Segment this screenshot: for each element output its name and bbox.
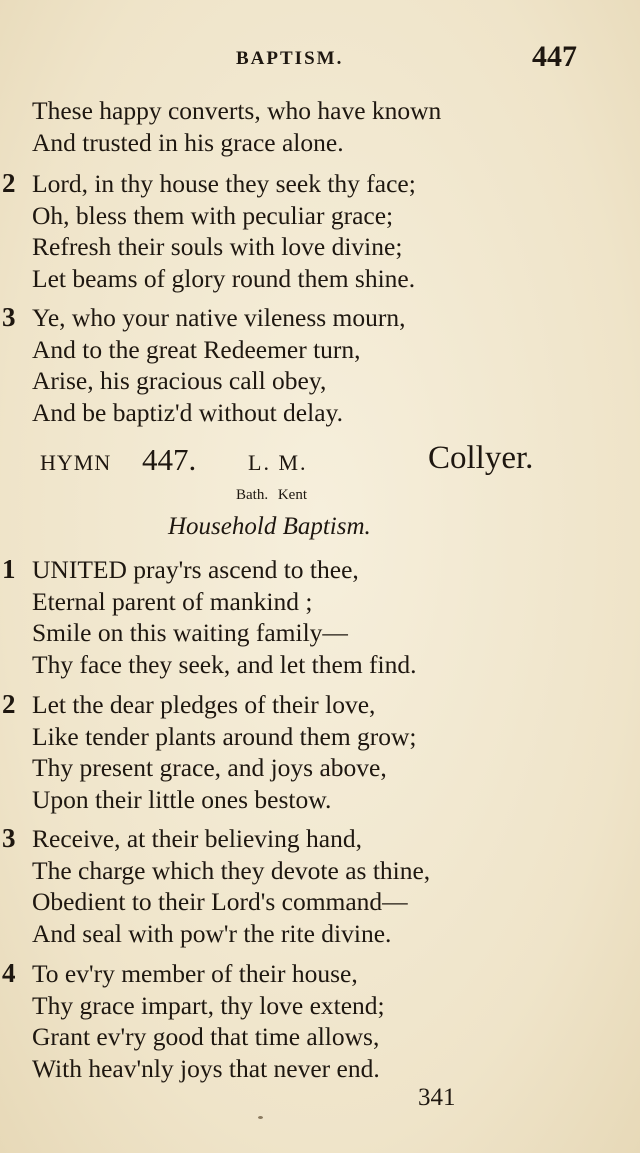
verse-number: 1	[2, 554, 16, 584]
verse-line	[0, 886, 640, 918]
verse-line-text: Upon their little ones bestow.	[32, 784, 332, 814]
verse-line-text: UNITED pray'rs ascend to thee,	[32, 555, 359, 584]
verse-line-text: Thy grace impart, thy love extend;	[32, 990, 385, 1020]
running-head	[0, 40, 640, 80]
hymn-title: Household Baptism.	[168, 513, 371, 540]
verse-line	[0, 617, 640, 649]
verse-line-text: Like tender plants around them grow;	[32, 721, 417, 751]
verse-line-text: Thy present grace, and joys above,	[32, 753, 387, 782]
verse-line	[0, 823, 640, 855]
verse-line	[0, 1021, 640, 1053]
verse-line-text: Thy face they seek, and let them find.	[32, 649, 417, 679]
verse-line-text: Eternal parent of mankind ;	[32, 586, 313, 616]
verse-line-text: Oh, bless them with peculiar grace;	[32, 200, 394, 230]
verse-line	[0, 231, 640, 263]
verse-line	[0, 95, 640, 127]
verse-line	[0, 1053, 640, 1085]
verse-line	[0, 721, 640, 753]
verse-line	[0, 649, 640, 681]
verse-line-text: And seal with pow'r the rite divine.	[32, 918, 392, 948]
hymn-verse-3	[0, 823, 640, 949]
verse-line	[0, 918, 640, 950]
verse-line	[0, 554, 640, 586]
verse-line	[0, 689, 640, 721]
hymn-author: Collyer.	[428, 440, 534, 476]
verse-line-text: Ye, who your native vileness mourn,	[32, 303, 406, 332]
hymn-heading	[0, 440, 640, 484]
verse-line	[0, 168, 640, 200]
verse-line-text: And be baptiz'd without delay.	[32, 397, 343, 427]
verse-line-text: The charge which they devote as thine,	[32, 855, 431, 885]
verse-number: 4	[2, 958, 16, 988]
verse-line-text: Refresh their souls with love divine;	[32, 232, 403, 261]
verse-line-text: Arise, his gracious call obey,	[32, 366, 327, 395]
hymn-verse-1	[0, 554, 640, 680]
verse-line-text: Let beams of glory round them shine.	[32, 263, 416, 293]
hymn-meter: L. M.	[248, 450, 308, 475]
verse-line-text: With heav'nly joys that never end.	[32, 1053, 380, 1083]
page-number: 447	[532, 40, 577, 73]
verse-line-text: Receive, at their believing hand,	[32, 824, 362, 853]
verse-line-text: Lord, in thy house they seek thy face;	[32, 169, 416, 198]
tune-names: Bath. Kent	[236, 487, 307, 503]
verse-line	[0, 334, 640, 366]
hymn-label: HYMN	[40, 450, 112, 475]
previous-verse-3	[0, 302, 640, 428]
verse-line	[0, 200, 640, 232]
verse-line	[0, 784, 640, 816]
verse-line-text: To ev'ry member of their house,	[32, 959, 358, 988]
verse-number: 3	[2, 823, 16, 853]
ink-speck	[258, 1116, 263, 1119]
verse-line-text: These happy converts, who have known	[32, 96, 442, 125]
verse-line-text: Smile on this waiting family—	[32, 618, 348, 647]
verse-line	[0, 127, 640, 159]
signature-mark: 341	[418, 1084, 456, 1111]
verse-line	[0, 586, 640, 618]
verse-line-text: Obedient to their Lord's command—	[32, 887, 408, 916]
verse-line-text: Grant ev'ry good that time allows,	[32, 1022, 380, 1051]
verse-line	[0, 397, 640, 429]
verse-line	[0, 855, 640, 887]
continued-verse	[0, 95, 640, 158]
verse-line-text: And to the great Redeemer turn,	[32, 334, 361, 364]
verse-line	[0, 302, 640, 334]
verse-line	[0, 752, 640, 784]
verse-line-text: Let the dear pledges of their love,	[32, 690, 376, 719]
verse-number: 3	[2, 302, 16, 332]
hymn-verse-2	[0, 689, 640, 815]
running-title: BAPTISM.	[236, 48, 344, 69]
hymn-number: 447.	[142, 442, 197, 477]
verse-number: 2	[2, 689, 16, 719]
verse-line	[0, 990, 640, 1022]
verse-number: 2	[2, 168, 16, 198]
verse-line	[0, 365, 640, 397]
verse-line	[0, 263, 640, 295]
verse-line-text: And trusted in his grace alone.	[32, 127, 344, 157]
previous-verse-2	[0, 168, 640, 294]
verse-line	[0, 958, 640, 990]
hymn-verse-4	[0, 958, 640, 1084]
